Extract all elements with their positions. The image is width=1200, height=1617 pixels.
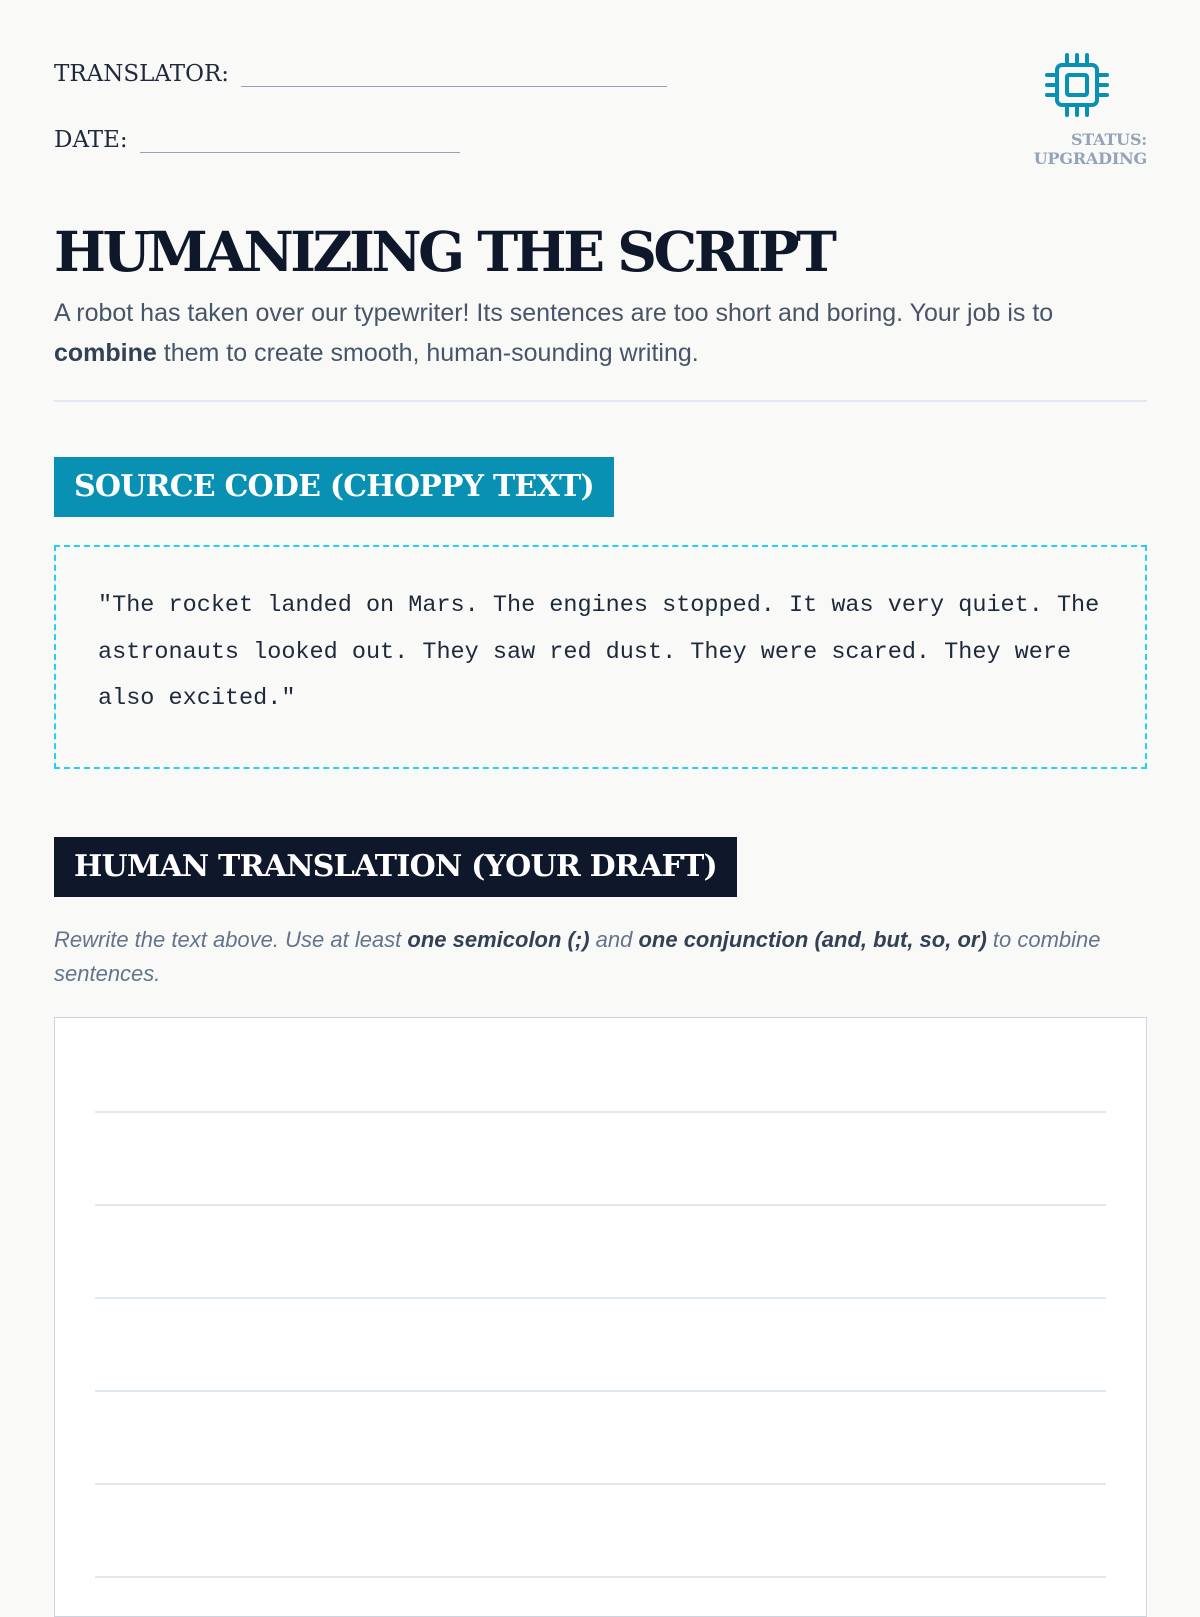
writing-line (95, 1483, 1106, 1485)
writing-line (95, 1297, 1106, 1299)
writing-line (95, 1204, 1106, 1206)
source-section-label: SOURCE CODE (CHOPPY TEXT) (54, 457, 614, 517)
status-text: STATUS: UPGRADING (1033, 130, 1147, 168)
source-text-box (54, 545, 1147, 769)
worksheet-page (54, 0, 1147, 1600)
translator-label: TRANSLATOR: (54, 61, 230, 87)
writing-line (95, 1576, 1106, 1578)
source-text: "The rocket landed on Mars. The engines stopped. It was very quiet. The astronauts looked out. They saw red dust. They were scared. They were also excited." (98, 592, 1100, 712)
draft-instructions (54, 923, 1147, 991)
chip-icon (1044, 52, 1110, 118)
intro-part2: them to create smooth, human-sounding writing. (156, 339, 699, 367)
translator-input-line[interactable] (241, 58, 667, 87)
writing-line (95, 1111, 1106, 1113)
intro-part1: A robot has taken over our typewriter! Its sentences are too short and boring. Your job is to (54, 299, 1054, 327)
page-title: HUMANIZING THE SCRIPT (54, 219, 834, 284)
status-block (967, 52, 1147, 168)
date-field (54, 124, 460, 153)
date-input-line[interactable] (140, 124, 460, 153)
instr-part3: to combine sentences. (54, 927, 1101, 986)
translator-field (54, 58, 667, 87)
draft-writing-area[interactable] (54, 1017, 1147, 1617)
date-label: DATE: (54, 127, 128, 153)
draft-section-label: HUMAN TRANSLATION (YOUR DRAFT) (54, 837, 737, 897)
instr-part1: Rewrite the text above. Use at least (54, 927, 408, 952)
writing-line (95, 1390, 1106, 1392)
instr-part2: and (589, 927, 639, 952)
intro-text (54, 293, 1147, 373)
intro-bold: combine (54, 339, 157, 367)
instr-bold-conjunction: one conjunction (and, but, so, or) (638, 927, 987, 952)
divider (54, 400, 1147, 402)
instr-bold-semicolon: one semicolon (;) (407, 927, 590, 952)
